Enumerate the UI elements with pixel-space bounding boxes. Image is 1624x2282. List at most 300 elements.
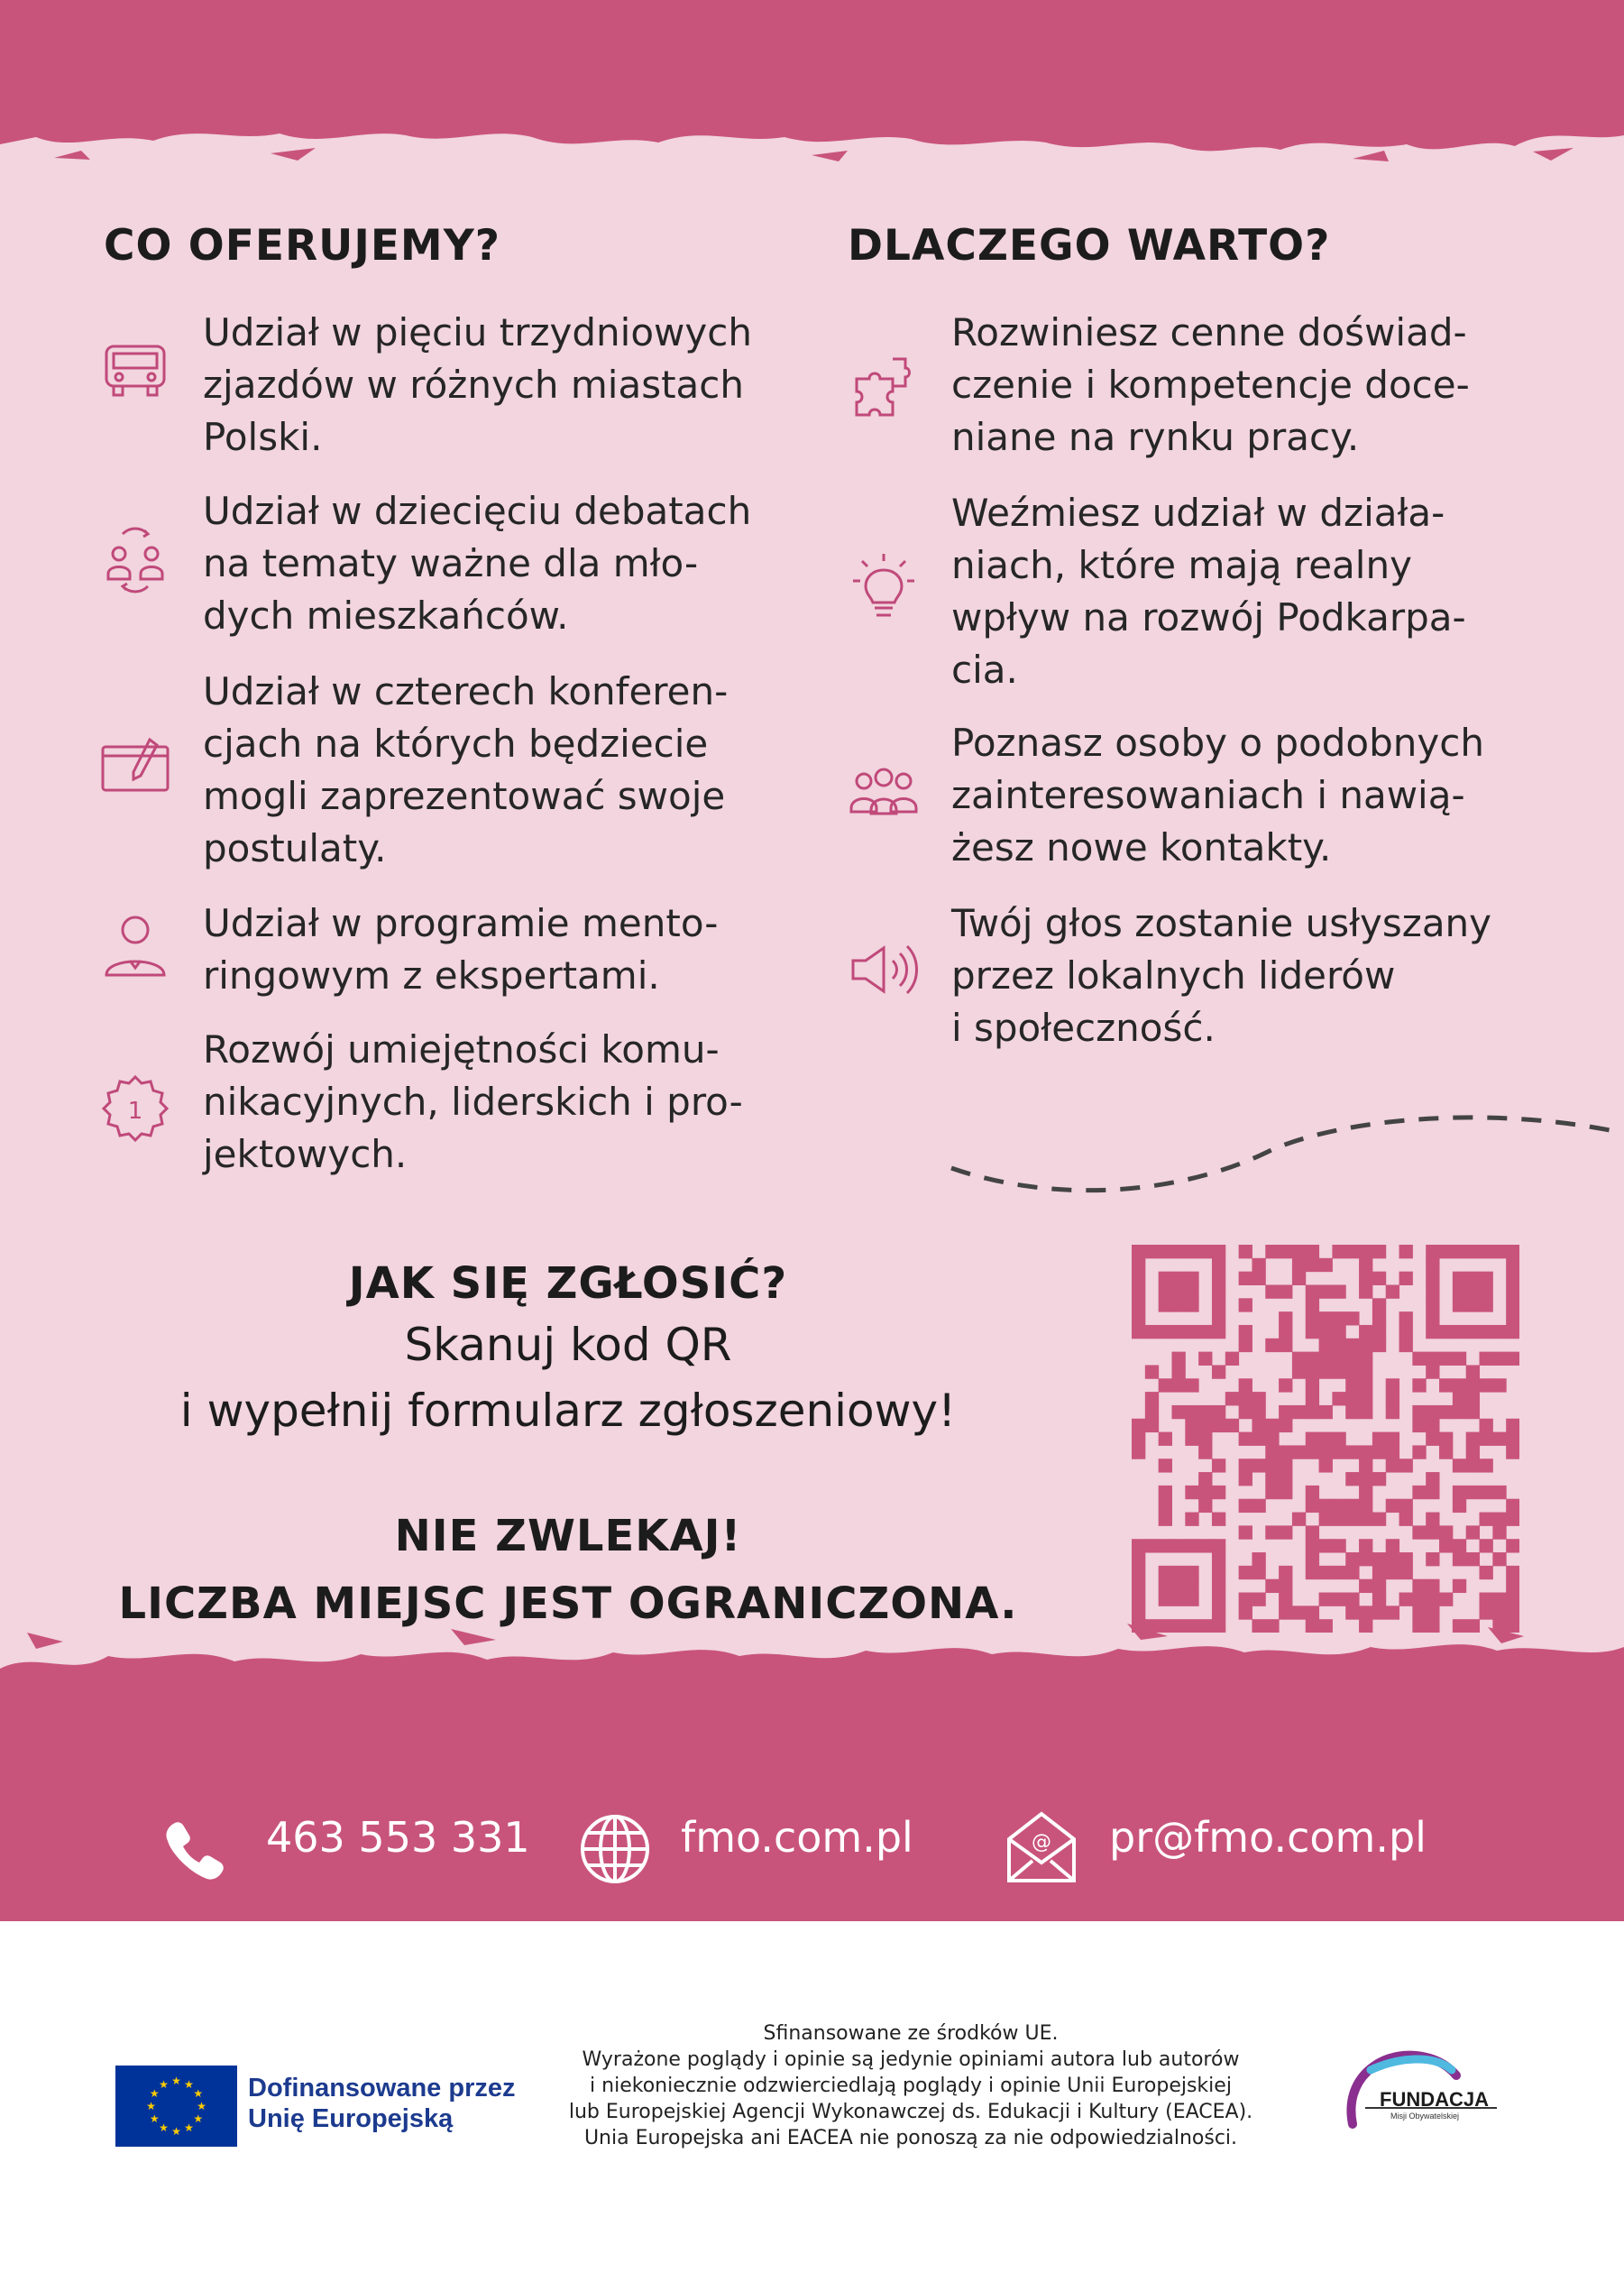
qr-module: [1265, 1339, 1279, 1352]
why-2-line-4: cia.: [951, 648, 1018, 692]
qr-module: [1252, 1272, 1265, 1285]
qr-module: [1453, 1405, 1466, 1419]
qr-module: [1399, 1311, 1413, 1325]
email-icon: [1005, 1808, 1078, 1886]
qr-module: [1345, 1513, 1359, 1526]
qr-module: [1212, 1258, 1225, 1272]
qr-module: [1453, 1552, 1466, 1566]
qr-module: [1480, 1432, 1493, 1446]
offer-3-line-4: postulaty.: [203, 826, 387, 870]
qr-module: [1279, 1579, 1292, 1593]
qr-module: [1426, 1311, 1439, 1325]
contact-website[interactable]: fmo.com.pl: [681, 1813, 913, 1862]
qr-module: [1345, 1566, 1359, 1579]
qr-module: [1345, 1365, 1359, 1378]
eu-star: ★: [184, 2121, 194, 2135]
qr-module: [1265, 1472, 1279, 1486]
qr-module: [1480, 1458, 1493, 1472]
qr-module: [1239, 1378, 1252, 1392]
qr-module: [1426, 1525, 1439, 1539]
qr-module: [1386, 1606, 1399, 1619]
qr-module: [1386, 1499, 1399, 1513]
qr-module: [1306, 1325, 1319, 1339]
qr-module: [1132, 1325, 1145, 1339]
qr-module: [1426, 1258, 1439, 1272]
qr-module: [1306, 1352, 1319, 1366]
qr-module: [1306, 1245, 1319, 1258]
qr-module: [1453, 1325, 1466, 1339]
qr-module: [1439, 1405, 1453, 1419]
qr-module: [1198, 1405, 1212, 1419]
qr-module: [1159, 1499, 1172, 1513]
qr-module: [1252, 1419, 1265, 1432]
qr-module: [1492, 1606, 1506, 1619]
qr-module: [1292, 1365, 1306, 1378]
qr-module: [1279, 1472, 1292, 1486]
qr-module: [1345, 1472, 1359, 1486]
qr-module: [1279, 1566, 1292, 1579]
qr-module: [1332, 1499, 1345, 1513]
qr-module: [1171, 1579, 1185, 1593]
qr-module: [1359, 1552, 1372, 1566]
qr-module: [1453, 1392, 1466, 1405]
top-band: [0, 0, 1624, 198]
qr-module: [1252, 1619, 1265, 1633]
offer-5-line-1: Rozwój umiejętności komu-: [203, 1027, 720, 1072]
qr-module: [1466, 1272, 1480, 1285]
qr-module: [1426, 1606, 1439, 1619]
qr-module: [1412, 1378, 1426, 1392]
qr-module: [1332, 1593, 1345, 1606]
qr-module: [1386, 1378, 1399, 1392]
eu-label-line-1: Dofinansowane przez: [248, 2074, 516, 2103]
qr-module: [1319, 1619, 1333, 1633]
qr-module: [1386, 1566, 1399, 1579]
qr-module: [1145, 1245, 1159, 1258]
qr-module: [1171, 1272, 1185, 1285]
qr-module: [1198, 1539, 1212, 1552]
qr-module: [1212, 1606, 1225, 1619]
qr-module: [1306, 1378, 1319, 1392]
qr-module: [1239, 1325, 1252, 1339]
qr-module: [1185, 1619, 1198, 1633]
qr-module: [1159, 1486, 1172, 1499]
qr-module: [1506, 1272, 1519, 1285]
qr-module: [1412, 1593, 1426, 1606]
qr-module: [1198, 1419, 1212, 1432]
qr-module: [1359, 1539, 1372, 1552]
qr-module: [1345, 1352, 1359, 1366]
qr-module: [1359, 1486, 1372, 1499]
offer-item-2: [99, 485, 775, 648]
qr-module: [1306, 1552, 1319, 1566]
qr-module: [1239, 1525, 1252, 1539]
qr-module: [1412, 1445, 1426, 1458]
qr-module: [1212, 1486, 1225, 1499]
apply-line-2: i wypełnij formularz zgłoszeniowy!: [179, 1385, 957, 1437]
disclaimer-line-1: Sfinansowane ze środków UE.: [763, 2022, 1059, 2045]
disclaimer-line-4: lub Europejskiej Agencji Wykonawczej ds. Edukacji i Kultury (EACEA).: [568, 2101, 1253, 2123]
qr-module: [1145, 1619, 1159, 1633]
offer-heading: CO OFERUJEMY?: [104, 221, 500, 271]
qr-module: [1145, 1392, 1159, 1405]
qr-module: [1359, 1325, 1372, 1339]
qr-module: [1292, 1606, 1306, 1619]
qr-module: [1480, 1378, 1493, 1392]
qr-module: [1345, 1378, 1359, 1392]
qr-module: [1466, 1378, 1480, 1392]
qr-module: [1185, 1245, 1198, 1258]
qr-module: [1426, 1552, 1439, 1566]
qr-module: [1292, 1405, 1306, 1419]
eu-star: ★: [171, 2075, 181, 2087]
qr-module: [1412, 1579, 1426, 1593]
bus-icon: [99, 334, 171, 406]
qr-module: [1359, 1245, 1372, 1258]
qr-module: [1185, 1272, 1198, 1285]
apply-line-1: Skanuj kod QR: [404, 1319, 732, 1371]
contact-email[interactable]: pr@fmo.com.pl: [1109, 1813, 1427, 1862]
qr-module: [1212, 1284, 1225, 1298]
qr-module: [1279, 1486, 1292, 1499]
qr-module: [1132, 1552, 1145, 1566]
qr-module: [1332, 1245, 1345, 1258]
qr-module: [1279, 1339, 1292, 1352]
qr-module: [1439, 1245, 1453, 1258]
qr-module: [1506, 1298, 1519, 1311]
qr-module: [1332, 1339, 1345, 1352]
qr-module: [1412, 1525, 1426, 1539]
qr-module: [1319, 1339, 1333, 1352]
apply-heading: JAK SIĘ ZGŁOSIĆ?: [348, 1258, 788, 1309]
qr-module: [1426, 1298, 1439, 1311]
qr-module: [1453, 1619, 1466, 1633]
qr-module: [1252, 1392, 1265, 1405]
qr-module: [1159, 1298, 1172, 1311]
qr-module: [1506, 1513, 1519, 1526]
qr-module: [1492, 1619, 1506, 1633]
qr-module: [1279, 1525, 1292, 1539]
qr-module: [1426, 1579, 1439, 1593]
qr-code[interactable]: [1132, 1245, 1519, 1633]
qr-module: [1386, 1458, 1399, 1472]
qr-module: [1171, 1284, 1185, 1298]
qr-module: [1239, 1298, 1252, 1311]
qr-module: [1359, 1392, 1372, 1405]
qr-module: [1239, 1432, 1252, 1446]
qr-module: [1132, 1258, 1145, 1272]
offer-4-line-2: ringowym z ekspertami.: [203, 953, 660, 998]
foundation-logo: [1335, 2043, 1515, 2142]
qr-module: [1185, 1513, 1198, 1526]
why-1-line-3: niane na rynku pracy.: [951, 415, 1360, 459]
qr-module: [1319, 1325, 1333, 1339]
why-4-line-1: Twój głos zostanie usłyszany: [951, 901, 1492, 945]
qr-module: [1306, 1405, 1319, 1419]
disclaimer-line-5: Unia Europejska ani EACEA nie ponoszą za nie odpowiedzialności.: [583, 2127, 1238, 2149]
qr-module: [1453, 1539, 1466, 1552]
offer-3-line-3: mogli zaprezentować swoje: [203, 774, 726, 818]
why-item-2: [848, 487, 1533, 704]
qr-module: [1265, 1432, 1279, 1446]
qr-module: [1132, 1298, 1145, 1311]
qr-module: [1492, 1325, 1506, 1339]
offer-item-5: [99, 1024, 775, 1186]
qr-module: [1466, 1619, 1480, 1633]
qr-module: [1426, 1352, 1439, 1366]
qr-module: [1212, 1513, 1225, 1526]
qr-module: [1185, 1539, 1198, 1552]
qr-module: [1492, 1245, 1506, 1258]
qr-module: [1466, 1284, 1480, 1298]
eu-star: ★: [159, 2077, 169, 2091]
qr-module: [1453, 1298, 1466, 1311]
qr-module: [1306, 1606, 1319, 1619]
qr-module: [1212, 1405, 1225, 1419]
why-3-line-1: Poznasz osoby o podobnych: [951, 721, 1484, 765]
qr-module: [1426, 1325, 1439, 1339]
qr-module: [1306, 1311, 1319, 1325]
why-1-line-1: Rozwiniesz cenne doświad-: [951, 310, 1467, 354]
qr-module: [1399, 1513, 1413, 1526]
qr-module: [1506, 1593, 1519, 1606]
qr-module: [1506, 1619, 1519, 1633]
eu-star: ★: [184, 2077, 194, 2091]
qr-module: [1265, 1284, 1279, 1298]
qr-module: [1212, 1458, 1225, 1472]
qr-module: [1426, 1619, 1439, 1633]
qr-module: [1345, 1445, 1359, 1458]
qr-module: [1359, 1472, 1372, 1486]
qr-module: [1480, 1419, 1493, 1432]
qr-module: [1480, 1606, 1493, 1619]
qr-module: [1372, 1311, 1386, 1325]
qr-module: [1359, 1499, 1372, 1513]
qr-module: [1453, 1272, 1466, 1285]
qr-module: [1159, 1432, 1172, 1446]
qr-module: [1159, 1378, 1172, 1392]
qr-module: [1480, 1298, 1493, 1311]
qr-module: [1359, 1378, 1372, 1392]
offer-3-line-2: cjach na których będziecie: [203, 722, 709, 766]
qr-module: [1345, 1339, 1359, 1352]
qr-module: [1372, 1593, 1386, 1606]
why-1-line-2: czenie i kompetencje doce-: [951, 363, 1470, 407]
qr-module: [1332, 1365, 1345, 1378]
qr-module: [1359, 1258, 1372, 1272]
qr-module: [1252, 1405, 1265, 1419]
qr-module: [1372, 1272, 1386, 1285]
eu-star: ★: [171, 2125, 181, 2138]
offer-item-1: [99, 307, 775, 469]
qr-module: [1492, 1513, 1506, 1526]
qr-module: [1306, 1258, 1319, 1272]
qr-module: [1399, 1339, 1413, 1352]
qr-module: [1279, 1593, 1292, 1606]
qr-module: [1212, 1552, 1225, 1566]
offer-item-4: [99, 897, 775, 1015]
qr-module: [1453, 1284, 1466, 1298]
qr-module: [1279, 1606, 1292, 1619]
qr-module: [1145, 1419, 1159, 1432]
qr-module: [1171, 1619, 1185, 1633]
qr-module: [1212, 1325, 1225, 1339]
qr-module: [1492, 1352, 1506, 1366]
qr-module: [1506, 1539, 1519, 1552]
qr-module: [1359, 1513, 1372, 1526]
qr-module: [1506, 1311, 1519, 1325]
qr-module: [1252, 1258, 1265, 1272]
qr-module: [1132, 1432, 1145, 1446]
mentor-icon: [99, 906, 171, 979]
qr-module: [1212, 1365, 1225, 1378]
qr-module: [1132, 1311, 1145, 1325]
qr-module: [1372, 1245, 1386, 1258]
qr-module: [1171, 1539, 1185, 1552]
puzzle-icon: [848, 352, 920, 424]
qr-module: [1185, 1419, 1198, 1432]
qr-module: [1345, 1593, 1359, 1606]
qr-module: [1292, 1352, 1306, 1366]
qr-module: [1279, 1419, 1292, 1432]
qr-module: [1372, 1552, 1386, 1566]
qr-module: [1306, 1392, 1319, 1405]
qr-module: [1239, 1472, 1252, 1486]
qr-module: [1185, 1566, 1198, 1579]
qr-module: [1171, 1378, 1185, 1392]
qr-module: [1359, 1284, 1372, 1298]
qr-module: [1372, 1606, 1386, 1619]
qr-module: [1319, 1566, 1333, 1579]
qr-module: [1198, 1325, 1212, 1339]
qr-module: [1319, 1445, 1333, 1458]
qr-module: [1198, 1445, 1212, 1458]
qr-module: [1412, 1419, 1426, 1432]
qr-module: [1359, 1405, 1372, 1419]
urgent-line-2: LICZBA MIEJSC JEST OGRANICZONA.: [118, 1578, 1018, 1629]
qr-module: [1359, 1339, 1372, 1352]
qr-module: [1332, 1352, 1345, 1366]
qr-module: [1132, 1566, 1145, 1579]
qr-module: [1252, 1432, 1265, 1446]
qr-module: [1306, 1445, 1319, 1458]
qr-module: [1453, 1458, 1466, 1472]
qr-module: [1265, 1419, 1279, 1432]
qr-module: [1239, 1566, 1252, 1579]
qr-module: [1453, 1245, 1466, 1258]
qr-module: [1132, 1272, 1145, 1285]
qr-module: [1252, 1566, 1265, 1579]
qr-module: [1159, 1579, 1172, 1593]
qr-module: [1453, 1352, 1466, 1366]
qr-module: [1466, 1552, 1480, 1566]
qr-module: [1132, 1245, 1145, 1258]
qr-module: [1426, 1405, 1439, 1419]
offer-2-line-1: Udział w dziecięciu debatach: [203, 489, 752, 533]
qr-module: [1239, 1392, 1252, 1405]
qr-module: [1212, 1539, 1225, 1552]
offer-1-line-2: zjazdów w różnych miastach: [203, 363, 744, 407]
why-item-3: [848, 717, 1533, 879]
qr-module: [1480, 1272, 1493, 1285]
qr-module: [1426, 1513, 1439, 1526]
qr-module: [1198, 1352, 1212, 1366]
urgent-line-1: NIE ZWLEKAJ!: [394, 1511, 742, 1561]
qr-module: [1279, 1445, 1292, 1458]
qr-module: [1265, 1525, 1279, 1539]
qr-module: [1480, 1539, 1493, 1552]
qr-module: [1306, 1432, 1319, 1446]
qr-module: [1159, 1325, 1172, 1339]
svg-text:@: @: [1032, 1831, 1051, 1854]
qr-module: [1480, 1566, 1493, 1579]
qr-module: [1145, 1325, 1159, 1339]
qr-module: [1252, 1593, 1265, 1606]
qr-module: [1359, 1606, 1372, 1619]
qr-module: [1359, 1365, 1372, 1378]
qr-module: [1306, 1298, 1319, 1311]
qr-module: [1171, 1325, 1185, 1339]
qr-module: [1466, 1525, 1480, 1539]
qr-module: [1185, 1486, 1198, 1499]
offer-2-line-2: na tematy ważne dla mło-: [203, 541, 699, 585]
qr-module: [1306, 1486, 1319, 1499]
qr-module: [1239, 1339, 1252, 1352]
eu-label: [248, 2073, 516, 2134]
eu-star: ★: [146, 2100, 156, 2112]
qr-module: [1319, 1539, 1333, 1552]
qr-module: [1466, 1245, 1480, 1258]
qr-module: [1185, 1593, 1198, 1606]
qr-module: [1426, 1272, 1439, 1285]
qr-module: [1279, 1405, 1292, 1419]
group-icon: [848, 758, 920, 830]
qr-module: [1439, 1378, 1453, 1392]
qr-module: [1439, 1325, 1453, 1339]
qr-module: [1345, 1311, 1359, 1325]
people-exchange-icon: [99, 521, 171, 594]
qr-module: [1279, 1458, 1292, 1472]
offer-2-line-3: dych mieszkańców.: [203, 594, 569, 638]
qr-module: [1492, 1525, 1506, 1539]
qr-module: [1145, 1539, 1159, 1552]
qr-module: [1159, 1245, 1172, 1258]
eu-star: ★: [159, 2121, 169, 2135]
qr-module: [1412, 1486, 1426, 1499]
disclaimer-line-2: Wyrażone poglądy i opinie są jedynie opiniami autora lub autorów: [582, 2048, 1240, 2071]
qr-module: [1252, 1552, 1265, 1566]
qr-module: [1185, 1298, 1198, 1311]
qr-module: [1132, 1593, 1145, 1606]
qr-module: [1399, 1458, 1413, 1472]
qr-module: [1506, 1566, 1519, 1579]
qr-module: [1132, 1419, 1145, 1432]
qr-module: [1453, 1378, 1466, 1392]
lightbulb-icon: [848, 550, 920, 622]
qr-module: [1319, 1405, 1333, 1419]
contact-phone[interactable]: 463 553 331: [266, 1813, 530, 1862]
qr-module: [1439, 1525, 1453, 1539]
qr-module: [1506, 1432, 1519, 1446]
qr-module: [1506, 1499, 1519, 1513]
qr-module: [1252, 1499, 1265, 1513]
award-badge-icon: [99, 1073, 171, 1146]
qr-module: [1319, 1432, 1333, 1446]
qr-module: [1372, 1513, 1386, 1526]
qr-module: [1212, 1579, 1225, 1593]
qr-module: [1319, 1284, 1333, 1298]
qr-module: [1466, 1325, 1480, 1339]
